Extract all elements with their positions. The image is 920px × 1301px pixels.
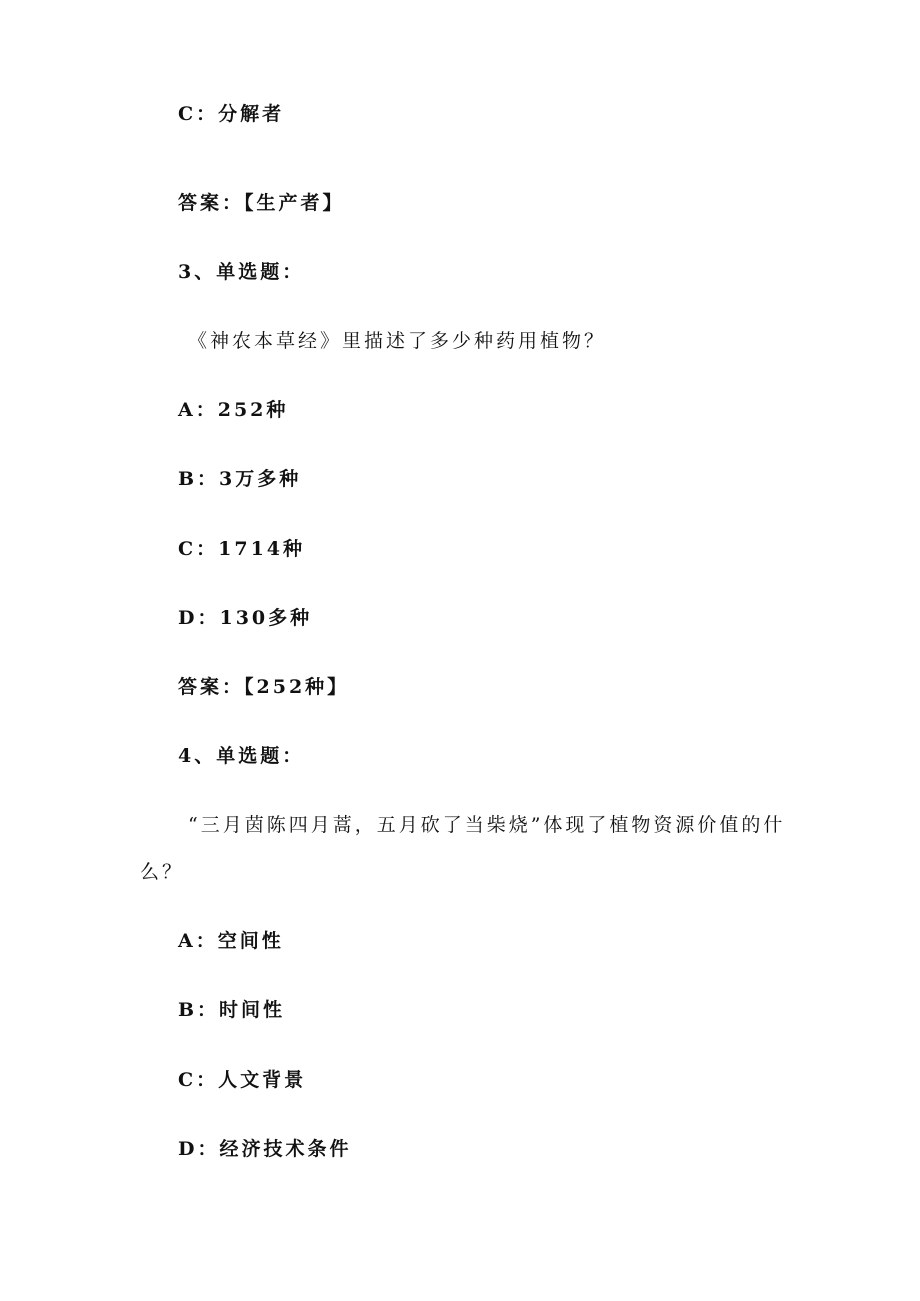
- q3-option-b: B：3万多种: [178, 468, 302, 490]
- q3-answer: 答案：【252种】: [178, 676, 350, 698]
- q3-option-a: A：252种: [178, 399, 289, 421]
- q3-header: 3、单选题：: [178, 261, 305, 283]
- q4-option-b: B：时间性: [178, 999, 286, 1021]
- q4-option-a: A：空间性: [178, 930, 284, 952]
- prev-answer: 答案：【生产者】: [178, 192, 345, 214]
- q4-option-d: D：经济技术条件: [178, 1138, 352, 1160]
- q4-option-c: C：人文背景: [178, 1069, 307, 1091]
- q3-option-d: D：130多种: [178, 607, 313, 629]
- q3-question-text: 《神农本草经》里描述了多少种药用植物？: [188, 330, 607, 352]
- q4-header: 4、单选题：: [178, 745, 305, 767]
- q4-question-text-line1: “三月茵陈四月蒿，五月砍了当柴烧”体现了植物资源价值的什: [188, 814, 786, 836]
- prev-option-c: C：分解者: [178, 103, 285, 125]
- q4-question-text-line2: 么？: [140, 861, 185, 883]
- q3-option-c: C：1714种: [178, 538, 306, 560]
